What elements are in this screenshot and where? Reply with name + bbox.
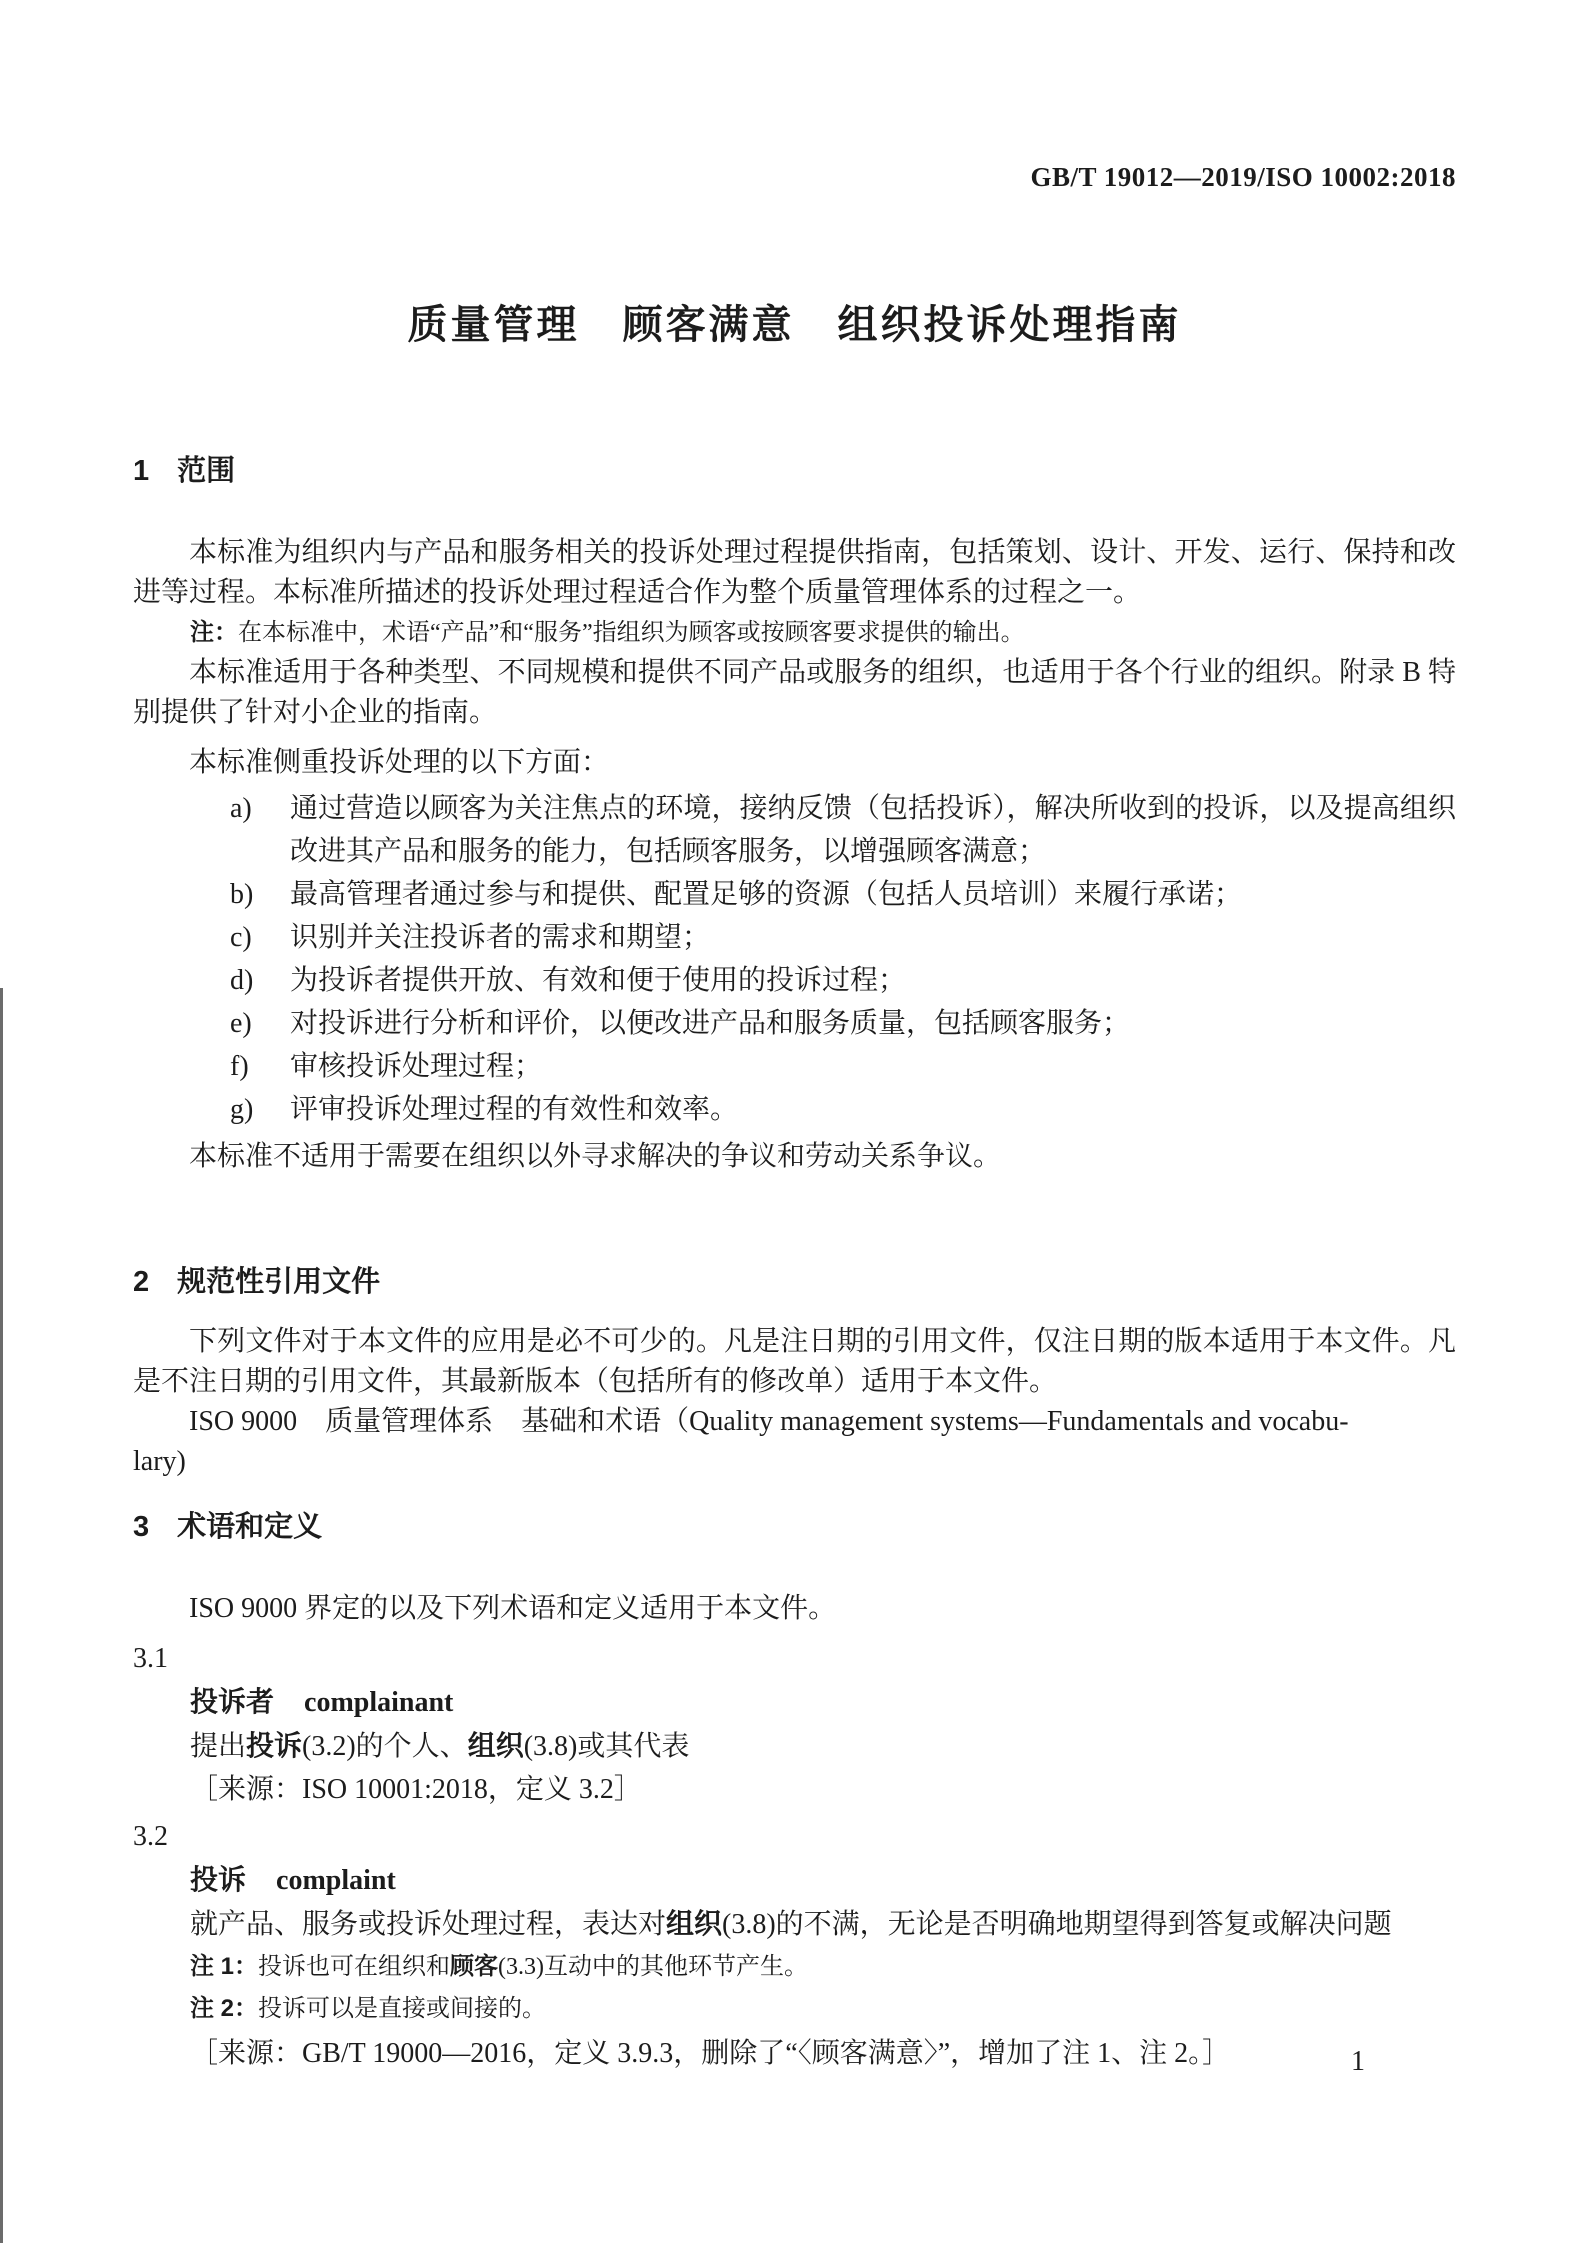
section-3-number: 3 — [133, 1511, 150, 1543]
section-2-heading — [133, 1262, 1456, 1302]
note-label: 注 2： — [190, 1995, 259, 2022]
note-text: (3.3)互动中的其他环节产生。 — [498, 1954, 808, 1980]
term-3-1-en: complainant — [304, 1687, 454, 1718]
term-3-2-source: ［来源：GB/T 19000—2016，定义 3.9.3，删除了“〈顾客满意〉”，增加了注 1、注 2。］ — [190, 2038, 1231, 2069]
list-item-text: 审核投诉处理过程； — [290, 1051, 543, 1082]
list-item-text: 通过营造以顾客为关注焦点的环境，接纳反馈（包括投诉），解决所收到的投诉，以及提高组织改进其产品和服务的能力，包括顾客服务，以增强顾客满意； — [290, 793, 1456, 867]
page-content — [133, 160, 1456, 2075]
term-3-1-number: 3.1 — [133, 1643, 168, 1674]
list-item-label: c) — [230, 922, 252, 953]
list-item-label: d) — [230, 965, 254, 996]
normative-reference-line-1: ISO 9000 质量管理体系 基础和术语（Quality management systems—Fundamentals and vocabu- — [189, 1406, 1349, 1437]
list-item — [133, 1045, 1456, 1088]
list-item-label: g) — [230, 1094, 254, 1125]
normative-reference-line-2: lary) — [133, 1446, 186, 1477]
note-text: 投诉可以是直接或间接的。 — [258, 1996, 547, 2022]
section-2-number: 2 — [133, 1266, 150, 1298]
section-3-intro: ISO 9000 界定的以及下列术语和定义适用于本文件。 — [189, 1593, 837, 1624]
definition-bold-term: 组织 — [467, 1730, 524, 1761]
term-3-2-definition — [190, 1902, 1456, 1946]
section-3-heading — [133, 1507, 1456, 1547]
term-3-1-source: ［来源：ISO 10001:2018，定义 3.2］ — [190, 1774, 642, 1805]
section-2-paragraph-1: 下列文件对于本文件的应用是必不可少的。凡是注日期的引用文件，仅注日期的版本适用于本文件。凡是不注日期的引用文件，其最新版本（包括所有的修改单）适用于本文件。 — [133, 1326, 1456, 1397]
term-3-2-note-1 — [190, 1946, 1456, 1988]
definition-text: 提出 — [190, 1731, 247, 1762]
section-1-number: 1 — [133, 455, 150, 487]
section-1-paragraph-2: 本标准适用于各种类型、不同规模和提供不同产品或服务的组织，也适用于各个行业的组织。附录 B 特别提供了针对小企业的指南。 — [133, 657, 1456, 728]
list-item — [133, 787, 1456, 873]
definition-bold-term: 投诉 — [246, 1730, 303, 1761]
list-item — [133, 916, 1456, 959]
note-label: 注 1： — [190, 1953, 259, 1980]
scan-artifact-line — [0, 988, 3, 2243]
section-2-title: 规范性引用文件 — [177, 1266, 381, 1298]
list-item-label: a) — [230, 793, 252, 824]
section-1-note — [190, 613, 1456, 653]
list-item-text: 评审投诉处理过程的有效性和效率。 — [290, 1094, 739, 1125]
section-1-heading — [133, 451, 1456, 491]
list-item-label: e) — [230, 1008, 252, 1039]
note-label: 注： — [190, 619, 238, 646]
definition-text: (3.8)的不满，无论是否明确地期望得到答复或解决问题 — [722, 1909, 1392, 1940]
list-item-text: 为投诉者提供开放、有效和便于使用的投诉过程； — [290, 965, 907, 996]
section-1-paragraph-4: 本标准不适用于需要在组织以外寻求解决的争议和劳动关系争议。 — [189, 1141, 1002, 1172]
page-number: 1 — [1351, 2046, 1365, 2077]
list-item-text: 对投诉进行分析和评价，以便改进产品和服务质量，包括顾客服务； — [290, 1008, 1131, 1039]
list-item — [133, 1002, 1456, 1045]
scope-aspects-list — [133, 787, 1456, 1131]
note-text: 在本标准中，术语“产品”和“服务”指组织为顾客或按顾客要求提供的输出。 — [238, 620, 1025, 646]
list-item-text: 识别并关注投诉者的需求和期望； — [290, 922, 711, 953]
list-item-label: b) — [230, 879, 254, 910]
term-3-2-note-2 — [190, 1988, 1456, 2030]
term-3-1 — [190, 1680, 1456, 1724]
note-bold-term: 顾客 — [450, 1953, 499, 1980]
section-3-title: 术语和定义 — [177, 1511, 323, 1543]
list-item-text: 最高管理者通过参与和提供、配置足够的资源（包括人员培训）来履行承诺； — [290, 879, 1243, 910]
definition-text: (3.8)或其代表 — [523, 1731, 690, 1762]
standard-number-header: GB/T 19012—2019/ISO 10002:2018 — [1030, 162, 1456, 192]
definition-text: 就产品、服务或投诉处理过程，表达对 — [190, 1909, 667, 1940]
list-item-label: f) — [230, 1051, 249, 1082]
term-3-2-en: complaint — [276, 1865, 396, 1896]
definition-bold-term: 组织 — [666, 1908, 723, 1939]
document-title: 质量管理 顾客满意 组织投诉处理指南 — [407, 303, 1182, 347]
list-item — [133, 873, 1456, 916]
section-1-title: 范围 — [177, 455, 236, 487]
list-item — [133, 959, 1456, 1002]
note-text: 投诉也可在组织和 — [258, 1954, 451, 1980]
term-3-1-definition — [190, 1724, 1456, 1768]
definition-text: (3.2)的个人、 — [302, 1731, 468, 1762]
term-3-1-zh: 投诉者 — [190, 1686, 275, 1717]
term-3-2 — [190, 1858, 1456, 1902]
section-1-paragraph-3: 本标准侧重投诉处理的以下方面： — [189, 747, 610, 778]
term-3-2-zh: 投诉 — [190, 1864, 247, 1895]
list-item — [133, 1088, 1456, 1131]
term-3-2-number: 3.2 — [133, 1821, 168, 1852]
section-1-paragraph-1: 本标准为组织内与产品和服务相关的投诉处理过程提供指南，包括策划、设计、开发、运行、保持和改进等过程。本标准所描述的投诉处理过程适合作为整个质量管理体系的过程之一。 — [133, 537, 1456, 608]
